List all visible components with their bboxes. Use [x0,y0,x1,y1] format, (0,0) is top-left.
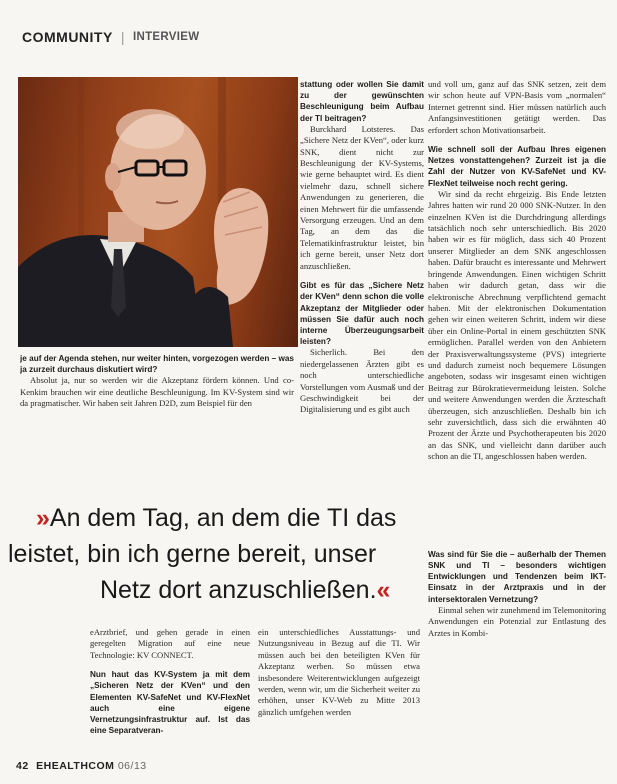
portrait-illustration [18,77,298,347]
column-middle-bottom [258,627,420,753]
answer-text: Absolut ja, nur so werden wir die Akzeptanz fördern können. Und co-Kenkim brauchen wir eine deutliche Beschleunigung. Im KV-System sind wir da pragmatischer. Wir haben seit Jahren D2D, zum Beispiel für den [20,375,294,409]
column-right [428,79,606,749]
issue-number: 06/13 [117,760,147,772]
section-title: COMMUNITY [22,29,113,45]
question-text-continued: stattung oder wollen Sie damit zu der gewünschten Beschleunigung beim Aufbau der TI beitragen? [300,80,424,123]
answer-text: Sicherlich. Bei den niedergelassenen Ärzten gibt es noch unterschiedliche Vorstellungen vom Ausmaß und der Geschwindigkeit bei der Digitalisierung und es gibt auch [300,347,424,415]
pull-quote-text-2: leistet, bin ich gerne bereit, unser [8,540,377,568]
section-subtitle: INTERVIEW [132,31,200,43]
pull-quote-line-3 [8,572,428,608]
question-text: Gibt es für das „Sichere Netz der KVen“ denn schon die volle Akzeptanz der Mitglieder oder müssen Sie dafür auch noch interne Überzeugungsarbeit leisten? [300,281,424,347]
column-left-top [20,353,294,491]
pull-quote-line-2 [8,536,428,572]
answer-text: Burckhard Lotsteres. Das „Sichere Netz der KVen“, oder kurz SNK, dient nicht zur Beschleunigung der KV-Systems, wie gerne behauptet wird. Es dient vielmehr dazu, schnell sichere Anwendungen zu generieren, die einen Mehrwert für die umfassende Versorgung erzeugen. Und an dem Tag, an dem das die Telematikinfrastruktur leistet, bin ich gerne bereit, unser Netz dort anzuschließen. [300,123,424,271]
answer-text: Einmal sehen wir zunehmend im Telemonitoring Anwendungen ein Potenzial zur Entlastung des Arztes in Kombi- [428,604,606,638]
column-left-bottom [90,627,250,753]
quote-open-mark: » [36,504,50,532]
column-middle-top [300,79,424,489]
header-separator: | [120,29,125,45]
question-text: Nun haut das KV-System ja mit dem „Sicheren Netz der KVen“ und den Elementen KV-SafeNet und KV-FlexNet auch eine eigene Vernetzungsinfrastruktur auf. Ist das eine Separatveran- [90,670,250,736]
pull-quote [8,500,428,608]
question-text: Was sind für Sie die – außerhalb der Themen SNK und TI – besonders wichtigen Entwicklungen und Tendenzen beim IKT-Einsatz in der Arztpraxis und in der intersektoralen Vernetzung? [428,549,606,604]
quote-close-mark: « [376,576,391,604]
page-footer [16,760,147,772]
page-number: 42 [16,760,29,772]
pull-quote-line-1 [8,500,428,536]
magazine-name: EHEALTHCOM [36,760,115,772]
pull-quote-text-1: An dem Tag, an dem die TI das [49,504,397,532]
question-text: je auf der Agenda stehen, nur weiter hinten, vorgezogen werden – was ja zurzeit durchaus diskutiert wird? [20,354,294,375]
answer-text-continued: und voll um, ganz auf das SNK setzen, zeit dem wir schon heute auf VPN-Basis vom „normalen“ Internet getrennt sind. Hier müssen natürlich auch Anfangsinvestitionen getätigt werden. Das erfordert schon Motivationsarbeit. [428,79,606,135]
answer-text: ein unterschiedliches Ausstattungs- und Nutzungsniveau in Bezug auf die TI. Wir müssen auch bei den beteiligten KVen für Akzeptanz werben. So müssen etwa insbesondere Weiterentwicklungen aufgezeigt werden, wenn wir, um die Sicherheit weiter zu erhöhen, unser KV-Web zu Mitte 2013 gänzlich umfgehen werden [258,627,420,717]
pull-quote-text-3: Netz dort anzuschließen. [100,576,377,604]
question-text: Wie schnell soll der Aufbau Ihres eigenen Netzes vonstattengehen? Zurzeit ist ja die Zahl der Nutzer von KV-SafeNet und KV-FlexNet teilweise noch recht gering. [428,145,606,188]
section-header [22,27,199,47]
answer-text: eArztbrief, und gehen gerade in einen geregelten Migration auf eine neue Technologie: KV CONNECT. [90,627,250,660]
answer-text: Wir sind da recht ehrgeizig. Bis Ende letzten Jahres hatten wir rund 20 000 SNK-Nutzer. In den einzelnen KVen ist die Durchdringung allerdings tatsächlich noch sehr unterschiedlich. Bis 2020 haben wir es für möglich, dass sich 40 Prozent unserer Mitglieder an dem SNK angeschlossen haben. Dafür braucht es interessante und Mehrwert bringende Anwendungen. Einen wichtigen Schritt haben wir dadurch getan, dass wir die elektronische Abrechnung verpflichtend gemacht haben. Mit der elektronischen Dokumentation gehen wir einen weiteren Schritt, indem wir diese über ein Online-Portal in einem geschützten SNK ermöglichen. Parallel werden von den Anbietern der Praxisverwaltungssysteme (PVS) integrierte und dadurch zumeist noch bequemere Lösungen angeboten, sodass wir insgesamt einen wichtigen Beitrag zur Bürokratievermeidung leisten. Solche und weitere Anwendungen werden die Ärzteschaft überzeugen, sich anzuschließen. Deshalb bin ich sehr zuversichtlich, dass sich die erwähnten 40 Prozent der Ärzte und Psychotherapeuten bis 2020 an das SNK, und vielleicht dann darüber auch schon an die TI, angeschlossen haben werden. [428,188,606,462]
interviewee-photo [18,77,298,347]
